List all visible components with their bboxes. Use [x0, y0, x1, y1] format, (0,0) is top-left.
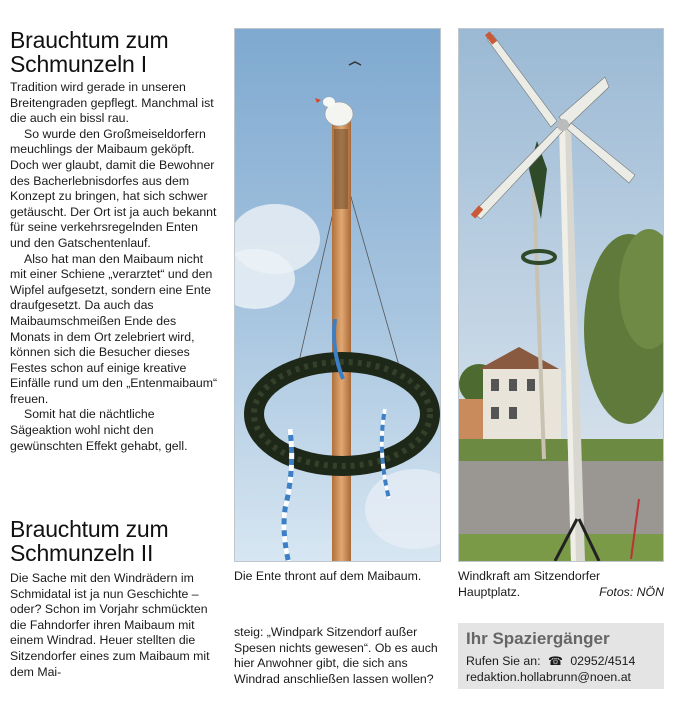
caption-1: Die Ente thront auf dem Maibaum. — [234, 569, 422, 583]
photo-windrad — [458, 28, 664, 562]
maibaum-duck-image — [235, 29, 440, 561]
info-box — [458, 623, 664, 689]
paragraph: Die Sache mit den Windrädern im Schmidatal ist ja nun Geschichte – oder? Schon im Vorjahr schmückten die Fahndorfer ihren Maibaum mit einem Windrad. Heuer stellten die Sitzendorfer eines zum Maibaum mit dem Mai- — [10, 571, 210, 679]
telephone-icon: ☎ — [547, 654, 563, 668]
info-box-content — [458, 623, 664, 691]
article-1-body — [10, 80, 218, 454]
caption-2-text: Windkraft am Sitzendorfer Hauptplatz. — [458, 569, 601, 599]
paragraph: steig: „Windpark Sitzendorf außer Spesen nichts gewesen“. Ob es auch hier Anwohner gibt, die sich ans Windrad anschließen lassen wollen? — [234, 625, 438, 686]
article-2 — [10, 517, 218, 680]
article-2-body-col-1 — [10, 571, 218, 680]
call-label: Rufen Sie an: — [466, 654, 541, 668]
paragraph: Tradition wird gerade in unseren Breitengraden gepflegt. Manchmal ist die auch ein bissl rau. — [10, 80, 214, 126]
photo-maibaum-duck — [234, 28, 441, 562]
paragraph: So wurde den Großmeiseldorfern meuchlings der Maibaum geköpft. Doch wer glaubt, damit die Bewohner des Bacherlebnisdorfes aus dem Konzept zu bringen, hat sich schwer getäuscht. Der Ort ist ja auch bekannt für seine verkehrsregelnden Enten und den Gatschentenlauf. — [10, 126, 217, 250]
contact-phone-line — [466, 653, 656, 669]
info-box-title: Ihr Spaziergänger — [466, 629, 610, 648]
headline-line-2: Schmunzeln I — [10, 51, 147, 77]
photo-credit: Fotos: NÖN — [599, 584, 664, 599]
headline-line-1: Brauchtum zum — [10, 27, 169, 53]
caption-2 — [458, 569, 664, 600]
article-2-body-col-2 — [234, 625, 444, 687]
article-1 — [10, 28, 218, 454]
headline-line-2: Schmunzeln II — [10, 540, 154, 566]
article-1-headline — [10, 28, 218, 76]
email-address[interactable]: redaktion.hollabrunn@noen.at — [466, 670, 631, 684]
paragraph: Also hat man den Maibaum nicht mit einer Schiene „verarztet“ und den Wipfel aufgesetzt, sondern eine Ente draufgesetzt. Da auch das Maibaumschmeißen Ende des Monats in dem Ort zelebriert wird, können sich die Besucher dieses Festes schon auf einige kreative Einfälle rund um den „Entenmaibaum“ freuen. — [10, 251, 218, 406]
headline-line-1: Brauchtum zum — [10, 516, 169, 542]
windrad-image — [459, 29, 663, 561]
paragraph: Somit hat die nächtliche Sägeaktion wohl nicht den gewünschten Effekt gehabt, gell. — [10, 407, 188, 453]
article-2-headline — [10, 517, 218, 565]
phone-number[interactable]: 02952/4514 — [570, 654, 636, 668]
